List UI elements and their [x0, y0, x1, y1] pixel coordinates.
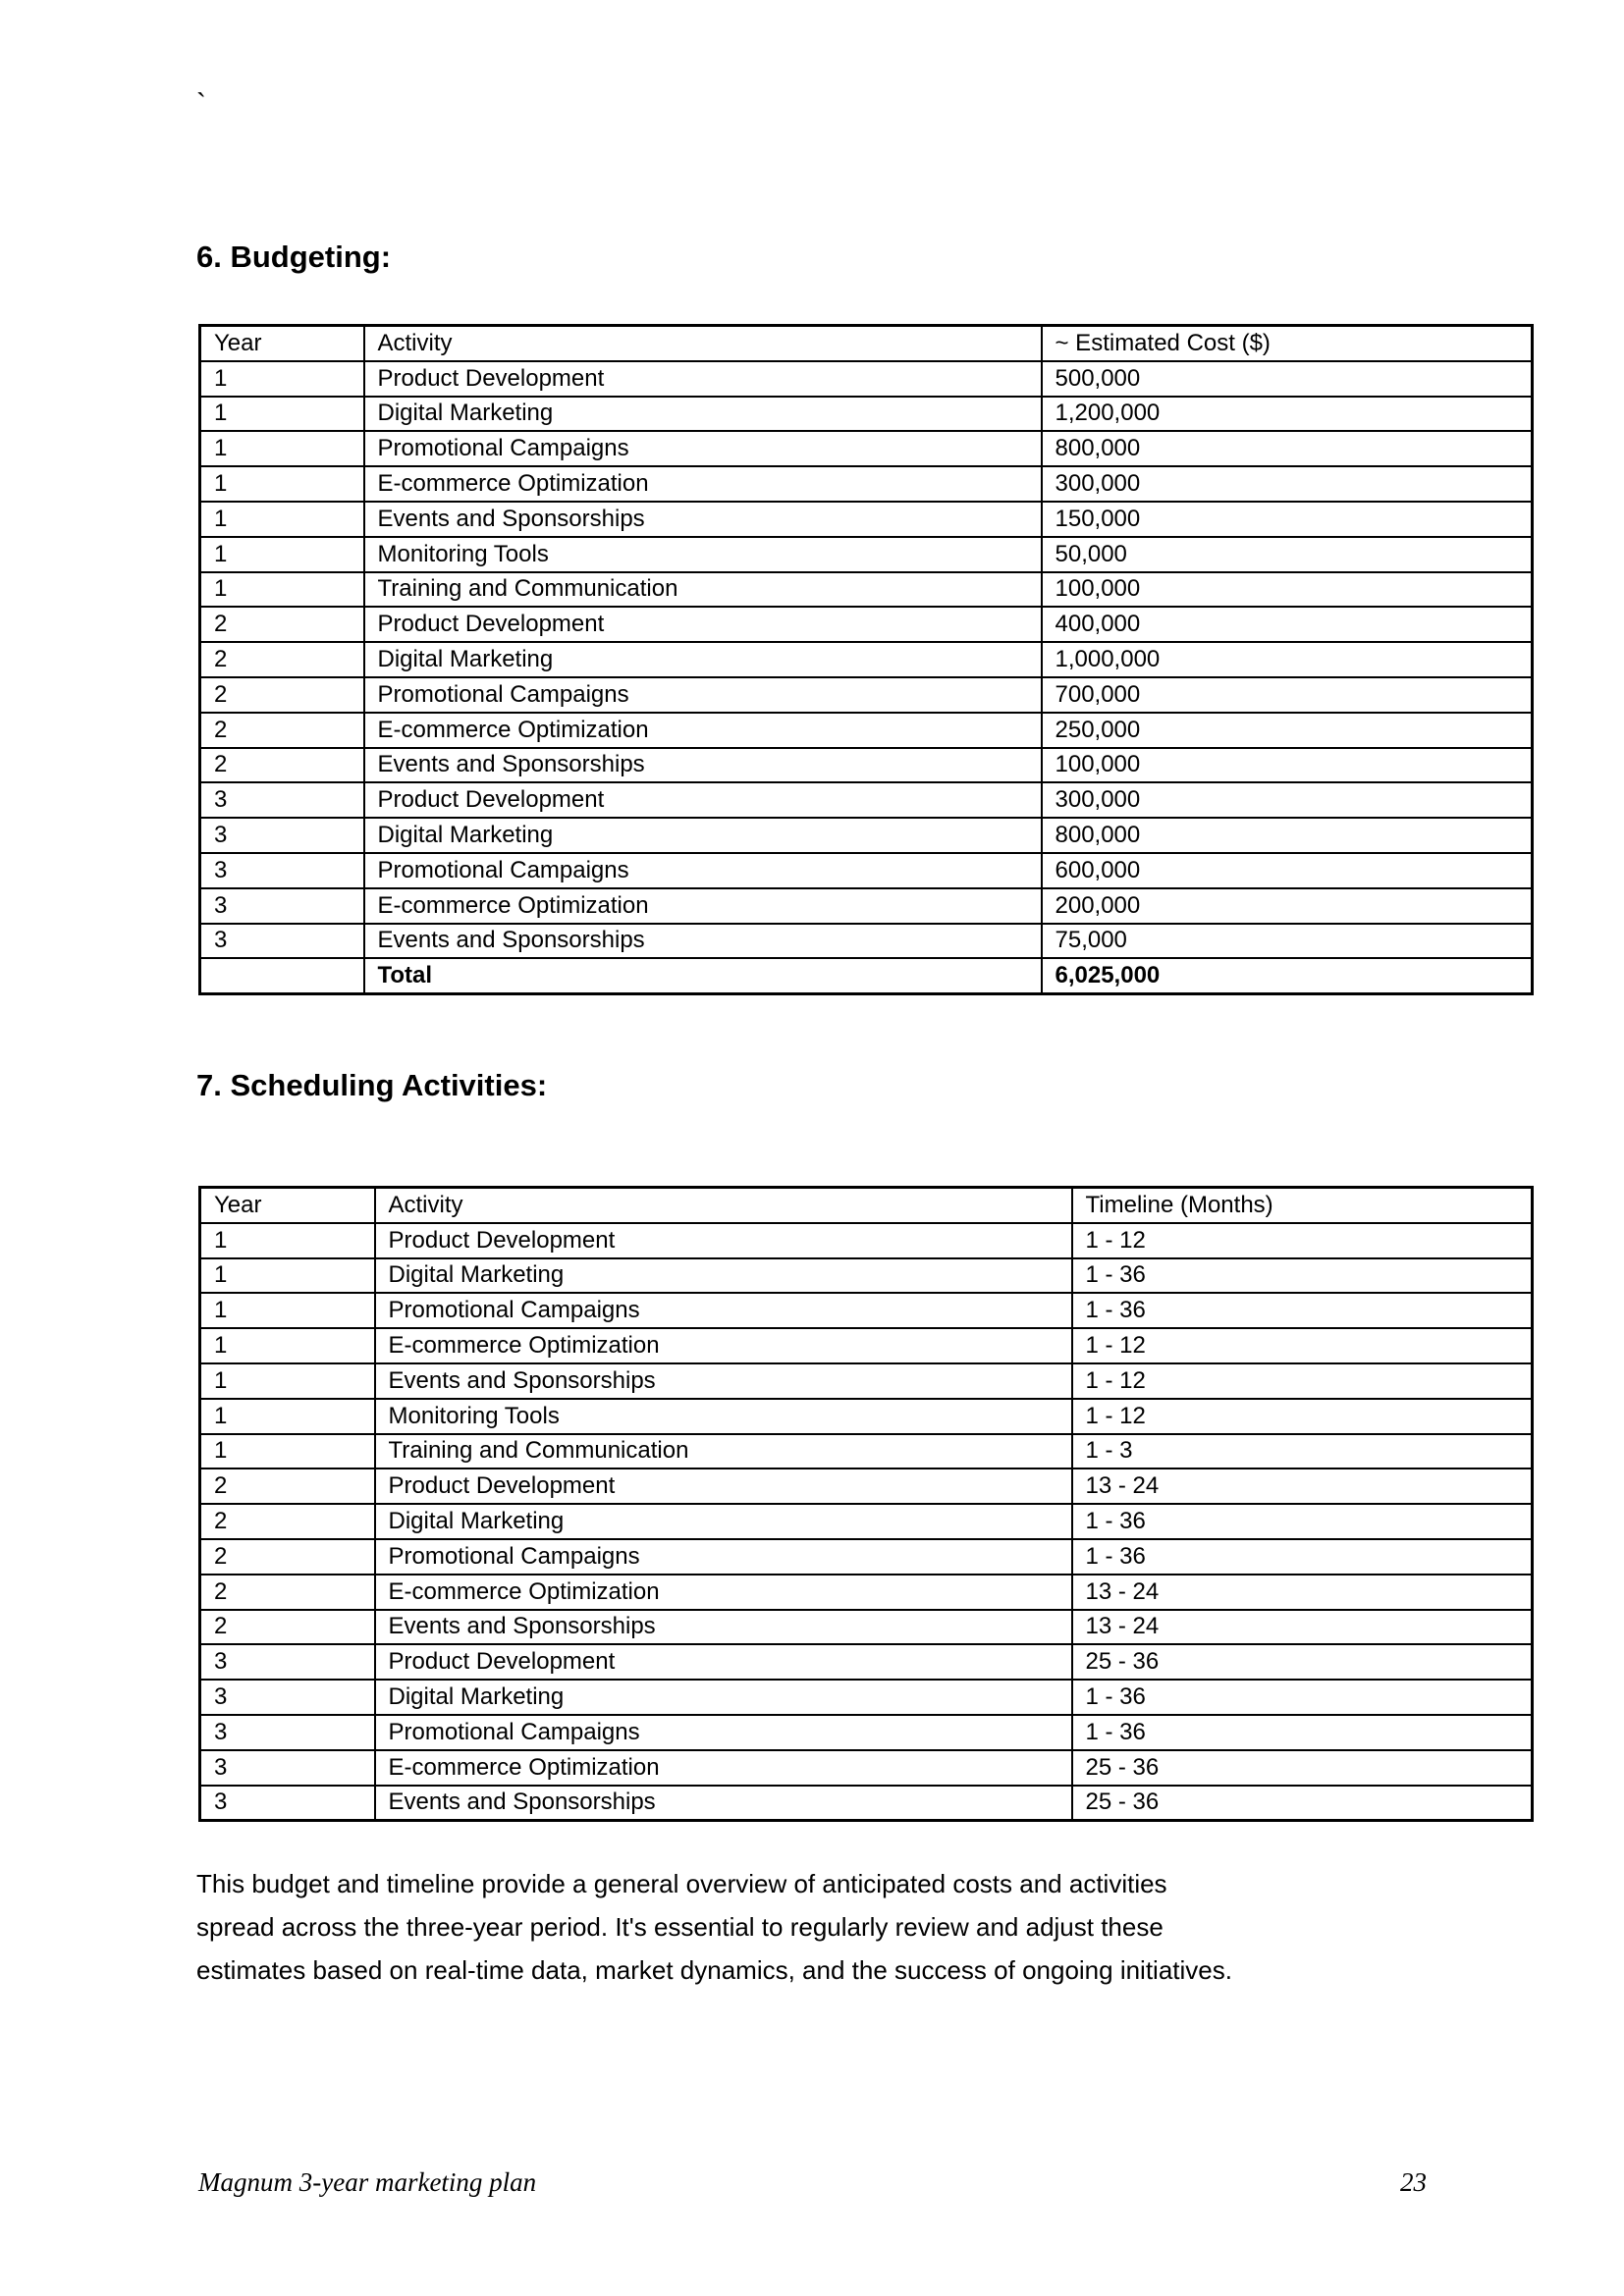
- table-row: [200, 607, 1533, 642]
- table-cell: 2: [200, 713, 364, 748]
- table-cell: 13 - 24: [1072, 1575, 1533, 1610]
- table-row: [200, 1786, 1533, 1821]
- table-cell: Events and Sponsorships: [364, 502, 1042, 537]
- footer-document-title: Magnum 3-year marketing plan: [198, 2167, 537, 2197]
- table-cell: 100,000: [1042, 572, 1533, 608]
- table-cell: Product Development: [364, 607, 1042, 642]
- table-row: [200, 748, 1533, 783]
- table-cell: 2: [200, 677, 364, 713]
- table-cell: 3: [200, 1750, 375, 1786]
- budgeting-table: [198, 324, 1534, 995]
- paragraph-line: This budget and timeline provide a general overview of anticipated costs and activities: [196, 1869, 1167, 1898]
- table-row: [200, 1223, 1533, 1258]
- table-cell: 1,000,000: [1042, 642, 1533, 677]
- table-row: [200, 1680, 1533, 1715]
- table-row: [200, 466, 1533, 502]
- table-cell: 1: [200, 1328, 375, 1363]
- table-cell: Promotional Campaigns: [364, 431, 1042, 466]
- table-row: [200, 1715, 1533, 1750]
- table-cell: Total: [364, 958, 1042, 993]
- table-cell: Digital Marketing: [364, 642, 1042, 677]
- table-cell: 3: [200, 818, 364, 853]
- table-cell: 1: [200, 572, 364, 608]
- table-cell: 1 - 36: [1072, 1539, 1533, 1575]
- table-row: [200, 1363, 1533, 1399]
- table-cell: E-commerce Optimization: [375, 1750, 1072, 1786]
- table-cell: 3: [200, 888, 364, 924]
- table-cell: 1: [200, 1434, 375, 1469]
- table-row: [200, 642, 1533, 677]
- table-cell: 3: [200, 1644, 375, 1680]
- table-cell: 1: [200, 361, 364, 397]
- table-row: [200, 958, 1533, 993]
- table-cell: 1 - 36: [1072, 1504, 1533, 1539]
- table-cell: 6,025,000: [1042, 958, 1533, 993]
- table-cell: 2: [200, 1610, 375, 1645]
- table-row: [200, 853, 1533, 888]
- table-row: [200, 1258, 1533, 1294]
- table-cell: 1: [200, 537, 364, 572]
- table-row: [200, 677, 1533, 713]
- table-cell: 1: [200, 466, 364, 502]
- table-row: [200, 1644, 1533, 1680]
- table-cell: 400,000: [1042, 607, 1533, 642]
- table-cell: 13 - 24: [1072, 1468, 1533, 1504]
- table-row: [200, 1504, 1533, 1539]
- table-cell: 2: [200, 607, 364, 642]
- table-row: [200, 1610, 1533, 1645]
- table-cell: 1 - 36: [1072, 1715, 1533, 1750]
- column-header: Year: [200, 1188, 375, 1223]
- table-cell: Monitoring Tools: [375, 1399, 1072, 1434]
- table-cell: 250,000: [1042, 713, 1533, 748]
- table-cell: Digital Marketing: [364, 818, 1042, 853]
- table-cell: Training and Communication: [364, 572, 1042, 608]
- table-cell: 2: [200, 1539, 375, 1575]
- table-row: [200, 1434, 1533, 1469]
- column-header: Year: [200, 326, 364, 361]
- table-cell: 1: [200, 502, 364, 537]
- table-cell: 25 - 36: [1072, 1644, 1533, 1680]
- table-cell: Promotional Campaigns: [375, 1293, 1072, 1328]
- table-cell: 150,000: [1042, 502, 1533, 537]
- table-cell: 75,000: [1042, 924, 1533, 959]
- paragraph-line: estimates based on real-time data, market dynamics, and the success of ongoing initiatives.: [196, 1955, 1232, 1985]
- table-cell: 3: [200, 1715, 375, 1750]
- table-cell: 1 - 3: [1072, 1434, 1533, 1469]
- table-cell: 1 - 12: [1072, 1223, 1533, 1258]
- table-cell: 1 - 12: [1072, 1399, 1533, 1434]
- table-row: [200, 1750, 1533, 1786]
- table-cell: Digital Marketing: [364, 397, 1042, 432]
- table-row: [200, 1399, 1533, 1434]
- table-row: [200, 1468, 1533, 1504]
- table-row: [200, 1575, 1533, 1610]
- table-cell: 1: [200, 1293, 375, 1328]
- table-cell: 1: [200, 397, 364, 432]
- table-cell: 600,000: [1042, 853, 1533, 888]
- table-row: [200, 818, 1533, 853]
- table-cell: 300,000: [1042, 782, 1533, 818]
- table-cell: Product Development: [364, 782, 1042, 818]
- table-cell: 1: [200, 1363, 375, 1399]
- table-cell: 25 - 36: [1072, 1786, 1533, 1821]
- table-cell: 500,000: [1042, 361, 1533, 397]
- table-row: [200, 713, 1533, 748]
- table-cell: 13 - 24: [1072, 1610, 1533, 1645]
- table-cell: 1 - 12: [1072, 1328, 1533, 1363]
- table-row: [200, 572, 1533, 608]
- table-row: [200, 782, 1533, 818]
- table-cell: 2: [200, 642, 364, 677]
- table-cell: Product Development: [375, 1468, 1072, 1504]
- table-cell: 3: [200, 1786, 375, 1821]
- table-cell: 2: [200, 1575, 375, 1610]
- table-cell: 800,000: [1042, 431, 1533, 466]
- column-header: Activity: [364, 326, 1042, 361]
- table-row: [200, 1293, 1533, 1328]
- table-cell: 1,200,000: [1042, 397, 1533, 432]
- table-cell: Promotional Campaigns: [364, 853, 1042, 888]
- table-cell: 200,000: [1042, 888, 1533, 924]
- table-cell: 1: [200, 1258, 375, 1294]
- table-cell: Product Development: [375, 1223, 1072, 1258]
- table-cell: 1 - 36: [1072, 1680, 1533, 1715]
- table-cell: Promotional Campaigns: [375, 1539, 1072, 1575]
- table-header-row: [200, 1188, 1533, 1223]
- table-cell: 700,000: [1042, 677, 1533, 713]
- table-cell: 1: [200, 1223, 375, 1258]
- table-cell: E-commerce Optimization: [364, 466, 1042, 502]
- table-cell: 800,000: [1042, 818, 1533, 853]
- table-cell: 1: [200, 431, 364, 466]
- table-cell: Events and Sponsorships: [375, 1786, 1072, 1821]
- table-cell: 100,000: [1042, 748, 1533, 783]
- table-cell: 1 - 36: [1072, 1258, 1533, 1294]
- table-row: [200, 1328, 1533, 1363]
- scheduling-table: [198, 1186, 1534, 1822]
- table-cell: 3: [200, 1680, 375, 1715]
- table-cell: Product Development: [375, 1644, 1072, 1680]
- table-row: [200, 397, 1533, 432]
- table-cell: Events and Sponsorships: [375, 1363, 1072, 1399]
- table-cell: 1 - 36: [1072, 1293, 1533, 1328]
- stray-backtick-mark: `: [196, 88, 206, 121]
- table-row: [200, 924, 1533, 959]
- table-row: [200, 502, 1533, 537]
- table-cell: Promotional Campaigns: [375, 1715, 1072, 1750]
- section-heading-budgeting: 6. Budgeting:: [196, 240, 392, 274]
- table-cell: Digital Marketing: [375, 1258, 1072, 1294]
- table-cell: Digital Marketing: [375, 1680, 1072, 1715]
- table-cell: 1: [200, 1399, 375, 1434]
- table-cell: Training and Communication: [375, 1434, 1072, 1469]
- table-row: [200, 1539, 1533, 1575]
- section-heading-scheduling: 7. Scheduling Activities:: [196, 1068, 548, 1102]
- table-cell: 1 - 12: [1072, 1363, 1533, 1399]
- table-row: [200, 537, 1533, 572]
- table-row: [200, 361, 1533, 397]
- table-cell: Events and Sponsorships: [364, 748, 1042, 783]
- table-cell: E-commerce Optimization: [375, 1575, 1072, 1610]
- table-cell: Events and Sponsorships: [375, 1610, 1072, 1645]
- table-cell: 2: [200, 1504, 375, 1539]
- table-cell: 3: [200, 924, 364, 959]
- table-row: [200, 431, 1533, 466]
- table-cell: 300,000: [1042, 466, 1533, 502]
- column-header: ~ Estimated Cost ($): [1042, 326, 1533, 361]
- column-header: Timeline (Months): [1072, 1188, 1533, 1223]
- footer-page-number: 23: [1400, 2167, 1427, 2197]
- table-cell: E-commerce Optimization: [364, 713, 1042, 748]
- table-header-row: [200, 326, 1533, 361]
- table-cell: Events and Sponsorships: [364, 924, 1042, 959]
- table-cell: 2: [200, 748, 364, 783]
- table-cell: Monitoring Tools: [364, 537, 1042, 572]
- table-cell: E-commerce Optimization: [364, 888, 1042, 924]
- table-cell: Digital Marketing: [375, 1504, 1072, 1539]
- table-cell: Promotional Campaigns: [364, 677, 1042, 713]
- table-cell: [200, 958, 364, 993]
- table-cell: 50,000: [1042, 537, 1533, 572]
- closing-paragraph: [196, 1862, 1473, 1992]
- table-cell: E-commerce Optimization: [375, 1328, 1072, 1363]
- table-cell: 3: [200, 853, 364, 888]
- table-cell: 3: [200, 782, 364, 818]
- table-cell: 2: [200, 1468, 375, 1504]
- table-row: [200, 888, 1533, 924]
- table-cell: 25 - 36: [1072, 1750, 1533, 1786]
- paragraph-line: spread across the three-year period. It's essential to regularly review and adjust these: [196, 1912, 1164, 1942]
- table-cell: Product Development: [364, 361, 1042, 397]
- column-header: Activity: [375, 1188, 1072, 1223]
